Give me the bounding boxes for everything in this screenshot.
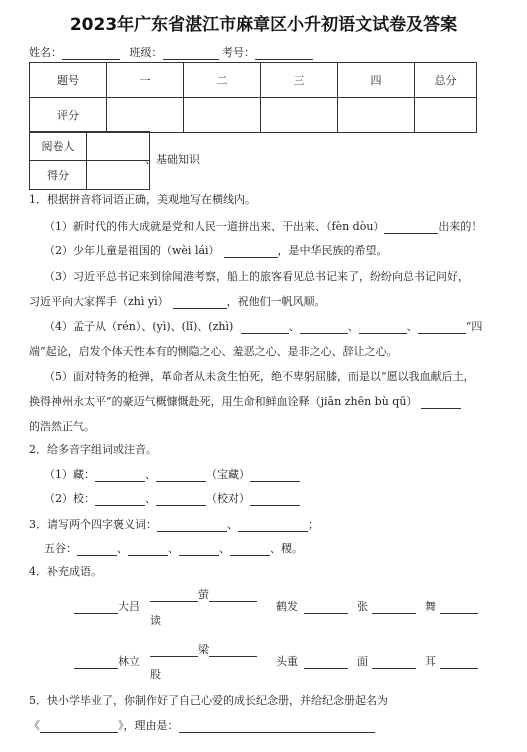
answer-blank[interactable]	[95, 493, 145, 506]
q4-stem: 4．补充成语。	[29, 565, 102, 578]
class-label: 班级：	[129, 46, 163, 59]
q3-l2-end: 、稷。	[270, 542, 303, 555]
answer-blank[interactable]	[418, 321, 466, 334]
idiom-r2-a	[74, 653, 140, 669]
score-cell[interactable]	[184, 98, 261, 133]
answer-blank[interactable]	[157, 519, 227, 532]
score-cell[interactable]	[87, 161, 150, 190]
q5-stem: 5．快小学毕业了，你制作好了自己心爱的成长纪念册，并给纪念册起名为	[29, 694, 388, 707]
answer-blank[interactable]	[150, 644, 198, 657]
q1-s2-text: （2）少年儿童是祖国的（wèi lái）	[44, 244, 220, 257]
answer-blank[interactable]	[156, 469, 206, 482]
q2-l2: （2）校： 、 （校对）	[44, 490, 300, 506]
idiom-text: 梁	[198, 643, 209, 656]
idiom-text: 舞	[425, 600, 436, 613]
q1-s4-end: “四	[465, 320, 483, 333]
idiom-r2-e	[425, 653, 478, 669]
class-blank[interactable]	[163, 47, 219, 60]
q1-s5-text: 换得神州永太平”的豪迈气概慷慨赴死，用生命和鲜血诠释（jiān zhēn bù qū）	[29, 395, 418, 408]
idiom-r1-d	[357, 598, 416, 614]
answer-blank[interactable]	[372, 601, 416, 614]
page-title: 2023年广东省湛江市麻章区小升初语文试卷及答案	[69, 15, 458, 35]
answer-blank[interactable]	[440, 656, 478, 669]
answer-blank[interactable]	[440, 601, 478, 614]
answer-blank[interactable]	[224, 245, 278, 258]
table-cell: 题号	[30, 63, 107, 98]
answer-blank[interactable]	[179, 543, 219, 556]
name-blank[interactable]	[62, 47, 120, 60]
q1-s3-end: ，祝他们一帆风顺。	[226, 295, 326, 308]
q3-l1: 3．请写两个四字褒义词： 、 ；	[29, 518, 319, 531]
table-cell: 四	[338, 63, 415, 98]
q5-open: 《	[29, 719, 40, 732]
table-cell: 二	[184, 63, 261, 98]
idiom-text: 耳	[425, 655, 436, 668]
q1-s1	[44, 218, 482, 234]
q1-s4: （4）孟子从（rén）、(yì)、(lǐ)、(zhì) 、 、 、 “四	[44, 320, 483, 333]
answer-blank[interactable]	[384, 221, 438, 234]
answer-blank[interactable]	[95, 469, 145, 482]
answer-blank[interactable]	[241, 321, 289, 334]
table-cell: 评分	[30, 98, 107, 133]
q3-l2: 五谷： 、 、 、 、稷。	[44, 542, 303, 555]
grader-box	[29, 131, 150, 190]
q1-s3-text: 习近平向大家挥手（zhì yì）	[29, 295, 169, 308]
q1-s5b	[29, 393, 461, 409]
q1-s5c: 的浩然正气。	[29, 420, 95, 433]
idiom-r1-c	[276, 598, 348, 614]
answer-blank[interactable]	[238, 519, 308, 532]
idiom-r1-a	[74, 598, 140, 614]
answer-blank[interactable]	[77, 543, 117, 556]
answer-blank[interactable]	[250, 493, 300, 506]
answer-blank[interactable]	[359, 321, 407, 334]
q2-l1-label: （1）藏：	[44, 468, 95, 481]
score-table-score-row	[30, 98, 477, 133]
q5-l2	[29, 717, 375, 733]
answer-blank[interactable]	[250, 469, 300, 482]
q1-s1-end: 出来的！	[438, 220, 483, 233]
idiom-r2-d	[357, 653, 416, 669]
answer-blank[interactable]	[156, 493, 206, 506]
q2-l1-hint: （宝藏）	[206, 468, 250, 481]
answer-blank[interactable]	[173, 296, 227, 309]
reviewer-label: 阅卷人	[30, 132, 87, 161]
table-cell: 三	[261, 63, 338, 98]
idiom-r1-b-top	[150, 586, 257, 602]
idiom-r1-e	[425, 598, 478, 614]
idiom-text: 大吕	[118, 600, 140, 613]
idiom-r2-b-top	[150, 641, 257, 657]
answer-blank[interactable]	[300, 321, 348, 334]
answer-blank[interactable]	[372, 656, 416, 669]
number-blank[interactable]	[255, 47, 313, 60]
q1-s5a: （5）面对特务的枪弹，革命者从未贪生怕死，绝不卑躬屈膝，而是以“愿以我血献后土，	[44, 370, 475, 383]
reviewer-cell[interactable]	[87, 132, 150, 161]
q3-semi: ；	[308, 518, 319, 531]
number-label: 考号：	[222, 46, 255, 59]
answer-blank[interactable]	[179, 720, 375, 733]
q2-l2-hint: （校对）	[206, 492, 250, 505]
q1-s2	[44, 242, 388, 258]
answer-blank[interactable]	[150, 589, 198, 602]
name-label: 姓名：	[29, 46, 62, 59]
q2-l1: （1）藏： 、 （宝藏）	[44, 466, 300, 482]
q1-s1-text: （1）新时代的伟大成就是党和人民一道拼出来、干出来、（fèn dòu）	[44, 220, 385, 233]
score-label: 得分	[30, 161, 87, 190]
idiom-text: 林立	[118, 655, 140, 668]
answer-blank[interactable]	[209, 589, 257, 602]
answer-blank[interactable]	[230, 543, 270, 556]
section-heading: 、基础知识	[145, 153, 200, 166]
q1-s3b	[29, 293, 326, 309]
table-cell: 总分	[415, 63, 477, 98]
table-cell: 一	[107, 63, 184, 98]
q1-s3a: （3）习近平总书记来到徐闻港考察，船上的旅客看见总书记来了，纷纷向总书记问好，	[44, 270, 469, 283]
score-cell[interactable]	[261, 98, 338, 133]
idiom-r2-b-bot: 股	[150, 668, 161, 681]
score-cell[interactable]	[107, 98, 184, 133]
idiom-text: 面	[357, 655, 368, 668]
idiom-r2-c	[276, 653, 348, 669]
q2-stem: 2．给多音字组词或注音。	[29, 443, 157, 456]
answer-blank[interactable]	[74, 601, 118, 614]
score-table-header-row	[30, 63, 477, 98]
q1-s4-text: （4）孟子从（rén）、(yì)、(lǐ)、(zhì)	[44, 320, 234, 333]
score-cell[interactable]	[415, 98, 477, 133]
answer-blank[interactable]	[304, 601, 348, 614]
answer-blank[interactable]	[128, 543, 168, 556]
q2-l2-label: （2）校：	[44, 492, 95, 505]
q3-stem: 3．请写两个四字褒义词：	[29, 518, 157, 531]
score-cell[interactable]	[338, 98, 415, 133]
q1-stem: 1．根据拼音将词语正确，美观地写在横线内。	[29, 193, 256, 206]
idiom-text: 头重	[276, 655, 298, 668]
idiom-text: 萤	[198, 588, 209, 601]
header-fields	[29, 44, 313, 60]
answer-blank[interactable]	[40, 720, 118, 733]
q3-l2-label: 五谷：	[44, 542, 77, 555]
idiom-r1-b-bot: 读	[150, 614, 161, 627]
q1-s2-end: ，是中华民族的希望。	[277, 244, 388, 257]
score-table	[29, 62, 477, 133]
idiom-text: 鹤发	[276, 600, 298, 613]
answer-blank[interactable]	[74, 656, 118, 669]
q5-reason-label: 》，理由是：	[118, 719, 179, 732]
answer-blank[interactable]	[421, 396, 461, 409]
answer-blank[interactable]	[304, 656, 348, 669]
idiom-text: 张	[357, 600, 368, 613]
answer-blank[interactable]	[209, 644, 257, 657]
q1-s4c: 端”起论，启发个体天性本有的恻隐之心、羞恶之心、是非之心、辞让之心。	[29, 345, 398, 358]
